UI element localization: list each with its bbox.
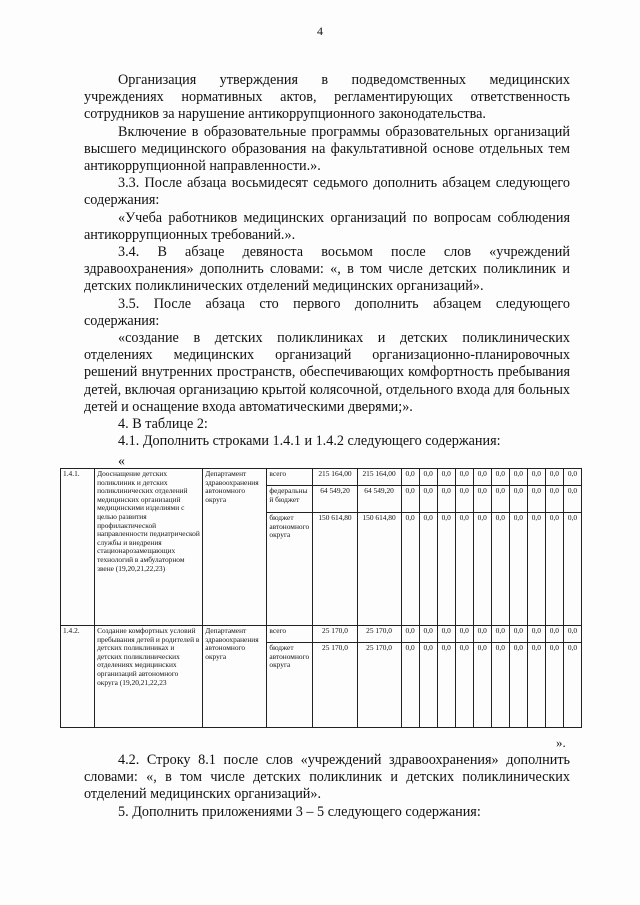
table-row (61, 469, 582, 486)
total-value: 150 614,80 (313, 513, 357, 626)
zero-value: 0,0 (401, 513, 419, 626)
zero-value: 0,0 (437, 486, 455, 513)
zero-value: 0,0 (563, 626, 581, 643)
total-value: 215 164,00 (313, 469, 357, 486)
zero-value: 0,0 (563, 486, 581, 513)
year-value: 25 170,0 (357, 643, 401, 728)
zero-value: 0,0 (491, 643, 509, 728)
program-table (60, 468, 582, 728)
zero-value: 0,0 (473, 469, 491, 486)
body-text-bottom (84, 752, 570, 821)
row-number: 1.4.2. (61, 626, 95, 728)
measure-name: Дооснащение детских поликлиник и детских поликлинических отделений медицинских организаций медицинскими изделиями с целью развития профилактической направленности педиатрической службы и внедрения стационарозамещающих технологий в амбулаторном звене (19,20,21,22,23) (95, 469, 203, 626)
close-quote: ». (556, 735, 566, 750)
zero-value: 0,0 (455, 626, 473, 643)
zero-value: 0,0 (473, 626, 491, 643)
paragraph: 4. В таблице 2: (118, 416, 208, 433)
funding-source: всего (267, 469, 313, 486)
zero-value: 0,0 (419, 469, 437, 486)
zero-value: 0,0 (473, 486, 491, 513)
table-row (61, 626, 582, 643)
paragraph: 3.4. В абзаце девяноста восьмом после слов «учреждений здравоохранения» дополнить словами: «, в том числе детских поликлиник и детских поликлинических отделений медицинских организаций». (84, 244, 570, 295)
paragraph: 3.3. После абзаца восьмидесят седьмого дополнить абзацем следующего содержания: (84, 175, 570, 209)
funding-source: бюджет автономного округа (267, 643, 313, 728)
year-value: 150 614,80 (357, 513, 401, 626)
zero-value: 0,0 (401, 486, 419, 513)
zero-value: 0,0 (545, 513, 563, 626)
zero-value: 0,0 (545, 486, 563, 513)
zero-value: 0,0 (509, 626, 527, 643)
total-value: 25 170,0 (313, 643, 357, 728)
zero-value: 0,0 (419, 643, 437, 728)
zero-value: 0,0 (509, 513, 527, 626)
zero-value: 0,0 (401, 643, 419, 728)
zero-value: 0,0 (437, 643, 455, 728)
zero-value: 0,0 (455, 486, 473, 513)
zero-value: 0,0 (527, 626, 545, 643)
zero-value: 0,0 (419, 626, 437, 643)
paragraph: «Учеба работников медицинских организаций по вопросам соблюдения антикоррупционных требований.». (84, 209, 570, 243)
body-text-top (84, 72, 570, 450)
zero-value: 0,0 (437, 513, 455, 626)
measure-name: Создание комфортных условий пребывания детей и родителей в детских поликлиниках и детских поликлинических отделениях медицинских организаций автономного округа (19,20,21,22,23 (95, 626, 203, 728)
zero-value: 0,0 (545, 626, 563, 643)
paragraph: 3.5. После абзаца сто первого дополнить абзацем следующего содержания: (84, 295, 570, 329)
paragraph: 4.1. Дополнить строками 1.4.1 и 1.4.2 следующего содержания: (118, 433, 501, 450)
executor: Департамент здравоохранения автономного округа (203, 469, 267, 626)
year-value: 25 170,0 (357, 626, 401, 643)
zero-value: 0,0 (473, 513, 491, 626)
total-value: 64 549,20 (313, 486, 357, 513)
paragraph: «создание в детских поликлиниках и детских поликлинических отделениях медицинских организаций организационно-планировочных решений внутренних пространств, обеспечивающих комфортность пребывания детей, включая организацию крытой колясочной, отдельного входа для больных детей и оснащение входа автоматическими дверями;». (84, 330, 570, 415)
zero-value: 0,0 (563, 513, 581, 626)
zero-value: 0,0 (473, 643, 491, 728)
zero-value: 0,0 (563, 643, 581, 728)
total-value: 25 170,0 (313, 626, 357, 643)
paragraph: Включение в образовательные программы образовательных организаций высшего медицинского образования на факультативной основе отдельных тем антикоррупционной направленности.». (84, 123, 570, 175)
zero-value: 0,0 (455, 513, 473, 626)
zero-value: 0,0 (491, 469, 509, 486)
zero-value: 0,0 (455, 643, 473, 728)
zero-value: 0,0 (509, 486, 527, 513)
zero-value: 0,0 (509, 643, 527, 728)
zero-value: 0,0 (563, 469, 581, 486)
zero-value: 0,0 (527, 486, 545, 513)
zero-value: 0,0 (527, 469, 545, 486)
open-quote: « (118, 454, 125, 469)
page-number: 4 (317, 24, 323, 38)
paragraph: 5. Дополнить приложениями 3 – 5 следующего содержания: (118, 803, 481, 820)
zero-value: 0,0 (437, 469, 455, 486)
zero-value: 0,0 (491, 626, 509, 643)
year-value: 215 164,00 (357, 469, 401, 486)
funding-source: бюджет автономного округа (267, 513, 313, 626)
year-value: 64 549,20 (357, 486, 401, 513)
funding-source: федеральный бюджет (267, 486, 313, 513)
zero-value: 0,0 (491, 486, 509, 513)
zero-value: 0,0 (437, 626, 455, 643)
row-number: 1.4.1. (61, 469, 95, 626)
zero-value: 0,0 (419, 513, 437, 626)
zero-value: 0,0 (509, 469, 527, 486)
zero-value: 0,0 (491, 513, 509, 626)
zero-value: 0,0 (419, 486, 437, 513)
funding-source: всего (267, 626, 313, 643)
zero-value: 0,0 (527, 513, 545, 626)
zero-value: 0,0 (455, 469, 473, 486)
executor: Департамент здравоохранения автономного округа (203, 626, 267, 728)
zero-value: 0,0 (401, 469, 419, 486)
zero-value: 0,0 (545, 469, 563, 486)
zero-value: 0,0 (527, 643, 545, 728)
zero-value: 0,0 (401, 626, 419, 643)
paragraph: 4.2. Строку 8.1 после слов «учреждений здравоохранения» дополнить словами: «, в том числе детских поликлиник и детских поликлинических отделений медицинских организаций». (84, 752, 570, 803)
zero-value: 0,0 (545, 643, 563, 728)
paragraph: Организация утверждения в подведомственных медицинских учреждениях нормативных актов, регламентирующих ответственность сотрудников за нарушение антикоррупционного законодательства. (84, 72, 570, 123)
